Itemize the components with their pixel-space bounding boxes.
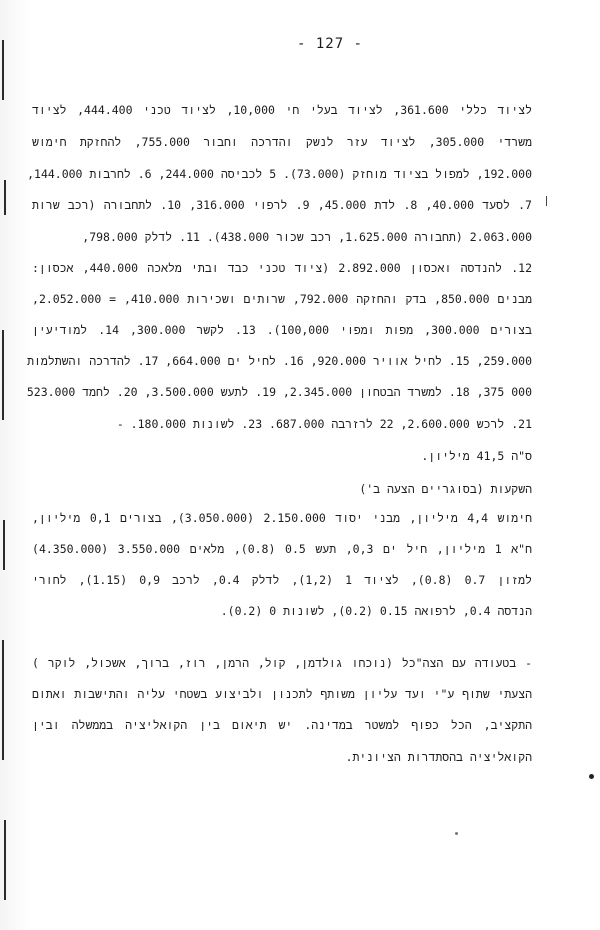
scan-speck	[455, 832, 458, 835]
body-line: התקציב, הכל כפוף למשטר במדינה. יש תיאום בין הקואליציה בממשלה ובין	[32, 718, 532, 732]
body-line: ח"א 1 מיליון, חיל ים 0,3, תעש 0.5 (0.8), מלאים 3.550.000 (4.350.000)	[32, 542, 532, 556]
body-line: 192.000, למפול בציוד מוחזק (73.000). 5 לכביסה 244.000, 6. לחרבות 144.000,	[27, 167, 532, 181]
body-line: הנדסה 0.4, לרפואה 0.15 (0.2), לשונות 0 (0.2).	[220, 604, 532, 618]
body-line: ס"ה 41,5 מיליון.	[421, 449, 532, 463]
body-line: משרדי 305.000, לציוד עזר לנשק והדרכה וחבור 755.000, להחזקת חימוש	[32, 135, 532, 149]
body-line: חימוש 4,4 מיליון, מבני יסוד 2.150.000 (3.050.000), בצורים 0,1 מיליון,	[32, 511, 533, 525]
body-line: 000 375, 18. למשרד הבטחון 2.345.000, 19. לתעש 3.500.000, 20. לחמד 523.000	[26, 385, 532, 399]
body-line: 259.000, 15. לחיל אוויר 920.000, 16. לחיל ים 664.000, 17. להדרכה והשתלמות	[27, 354, 532, 368]
page-number: - 127 -	[296, 36, 363, 52]
body-line: 12. להנדסה ואכסון 2.892.000 (ציוד טכני כבד ובתי מלאכה 440.000, אכסון:	[32, 261, 532, 275]
body-line: מבנים 850.000, בדק והחזקה 792.000, שרותים ושכירות 410.000, = 2.052.000,	[32, 292, 532, 306]
section-heading: השקעות (בסוגריים הצעה ב')	[359, 482, 532, 496]
margin-pencil-mark	[546, 196, 547, 206]
body-line: הקואליציה בהסתדרות הציונית.	[345, 750, 532, 764]
body-line: לציוד כללי 361.600, לציוד בעלי חי 10,000, לציוד טכני 444.400, לציוד	[32, 103, 532, 117]
margin-dot-mark	[589, 774, 594, 779]
body-line: בצורים 300.000, מפות ומפוי 100,000). 13. לקשר 300.000, 14. למודיעין	[32, 323, 532, 337]
body-line: למזון 0.7 (0.8), לציוד 1 (1,2), לדלק 0.4, לרכב 0,9 (1.15), לחורי	[32, 573, 532, 587]
scan-binding-edge	[0, 0, 30, 930]
body-line: 7. לסעד 40.000, 8. לדת 45.000, 9. לרפוי 316.000, 10. לתחבורה (רכב שרות	[32, 198, 532, 212]
body-line: 2.063.000 (תחבורה 1.625.000, רכב שכור 438.000). 11. לדלק 798.000,	[82, 230, 532, 244]
body-line: הצעתי שתוף ע"י ועד עליון משותף לתכנון ולביצוע בשטחי עליה והתישבות ואתום	[32, 687, 532, 701]
body-line: 21. לרכש 2.600.000, 22 לרזרבה 687.000. 23. לשונות 180.000. -	[116, 417, 532, 431]
body-line: - בטעודה עם הצה"כל (נוכחו גולדמן, קול, הרמן, רוז, ברוך, אשכול, לוקר )	[32, 656, 532, 670]
